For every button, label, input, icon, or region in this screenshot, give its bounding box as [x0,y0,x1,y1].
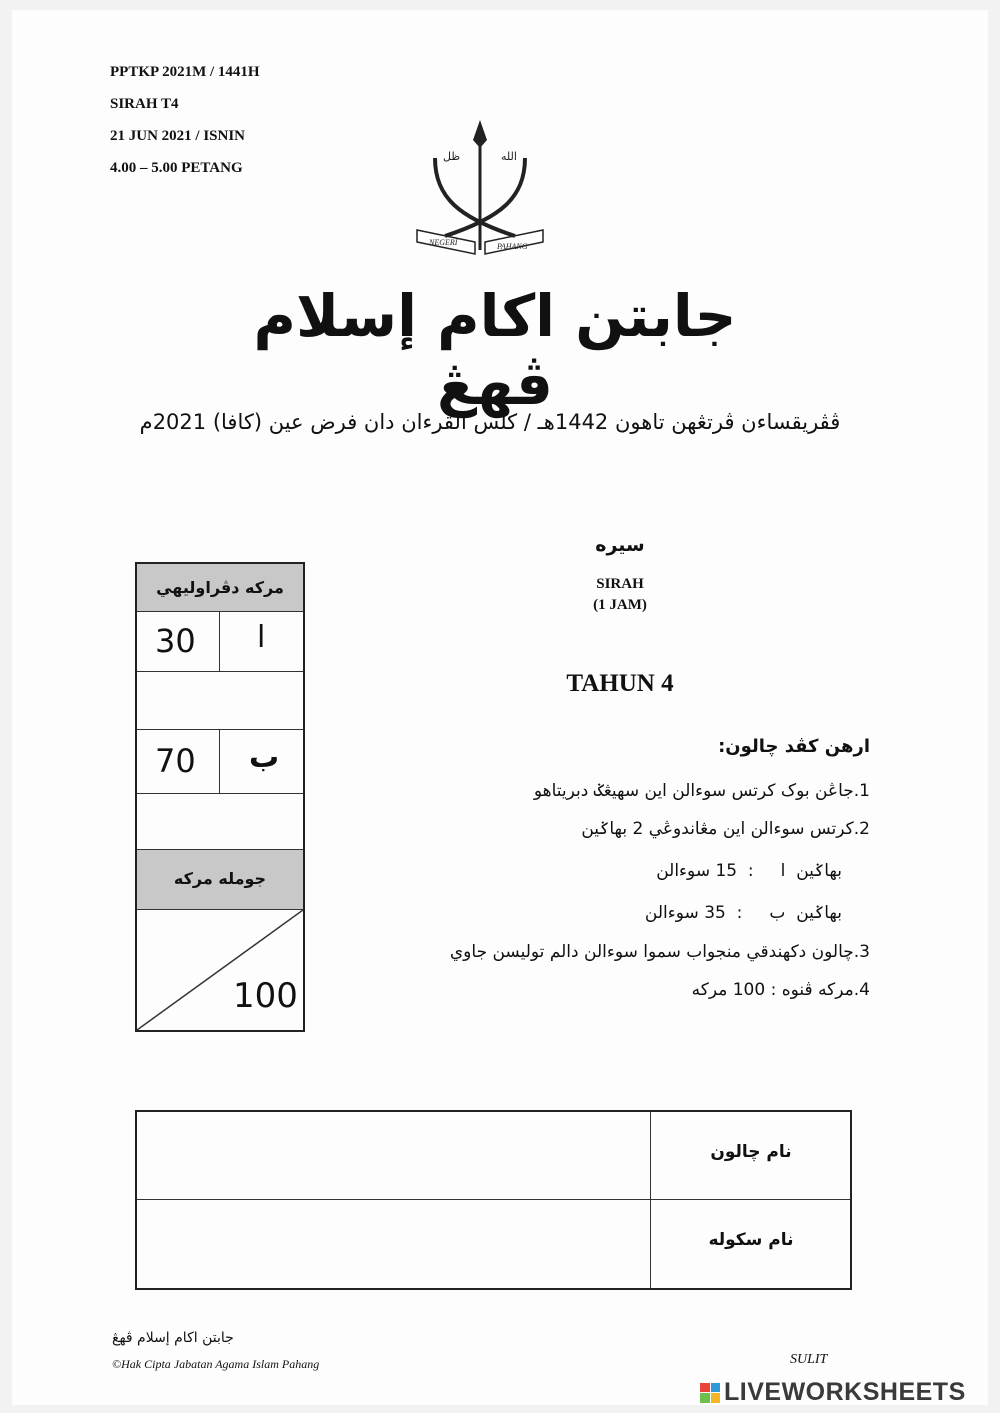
header-time: 4.00 – 5.00 PETANG [110,160,243,176]
liveworksheets-brand-text: LIVEWORKSHEETS [724,1378,966,1406]
candidate-name-field[interactable] [141,1116,646,1195]
total-header: جومله مرکه [173,869,267,888]
exam-title: ڤڤريقساءن ڤرتڠهن تاهون 1442هـ / كلس القرءان دان فرض عين (كافا) 2021م [139,410,841,434]
section-b-row [137,730,303,794]
instruction-2b: بهاݢين ب : 35 سوءالن [644,903,842,923]
department-calligraphy: جابتن اکام إسلام ڤهڠ [253,282,737,418]
instructions-heading: ارهن کڤد چالون: [718,736,870,757]
score-header: مرکه دڤراوليهي [156,578,284,597]
score-box [135,562,305,1032]
svg-text:ظل: ظل [443,150,461,163]
emblem-banner-right: PAHANG [497,242,528,251]
subject-jawi: سيره [595,534,645,556]
total-header-row [137,850,303,910]
section-a-label: ا [257,620,266,655]
footer-copyright: ©Hak Cipta Jabatan Agama Islam Pahang [112,1357,320,1371]
section-a-mark: 30 [155,622,196,660]
sulit-label: SULIT [790,1352,828,1367]
section-b-blank-row [137,794,303,850]
section-a-row [137,612,303,672]
instruction-2: 2.کرتس سوءالن اين مڠاندوڠي 2 بهاݢين [581,819,870,839]
instruction-2a: بهاݢين ا : 15 سوءالن [656,861,842,881]
section-b-mark: 70 [155,742,196,780]
section-a-blank-row [137,672,303,730]
instruction-1: 1.جاڠن بوک کرتس سوءالن اين سهيڠݢ دبريتاهو [533,781,870,801]
pahang-emblem-icon [405,118,555,268]
section-b-label: ب [249,740,280,775]
header-subject: SIRAH T4 [110,96,179,112]
instruction-3: 3.چالون دکهندقي منجواب سموا سوءالن دالم توليسن جاوي [449,942,870,962]
header-date: 21 JUN 2021 / ISNIN [110,128,246,144]
school-name-label: نام سکوله [708,1230,794,1250]
emblem-banner-left: NEGERI [429,238,458,247]
footer-department-jawi: جابتن اکام إسلام ڤهڠ [112,1330,234,1346]
subject-duration: (1 JAM) [593,597,647,613]
liveworksheets-brand[interactable] [700,1378,966,1407]
year-level: TAHUN 4 [566,670,674,697]
candidate-name-label: نام چالون [710,1142,792,1162]
header-code: PPTKP 2021M / 1441H [110,64,260,80]
school-name-field[interactable] [141,1204,646,1284]
instruction-4: 4.مرکه ڤنوه : 100 مرکه [691,980,870,1000]
subject-latin: SIRAH [596,576,644,592]
candidate-info-table [135,1110,852,1290]
liveworksheets-logo-icon [700,1383,720,1403]
total-mark: 100 [233,976,298,1016]
score-header-row [137,564,303,612]
svg-text:الله: الله [501,150,517,163]
